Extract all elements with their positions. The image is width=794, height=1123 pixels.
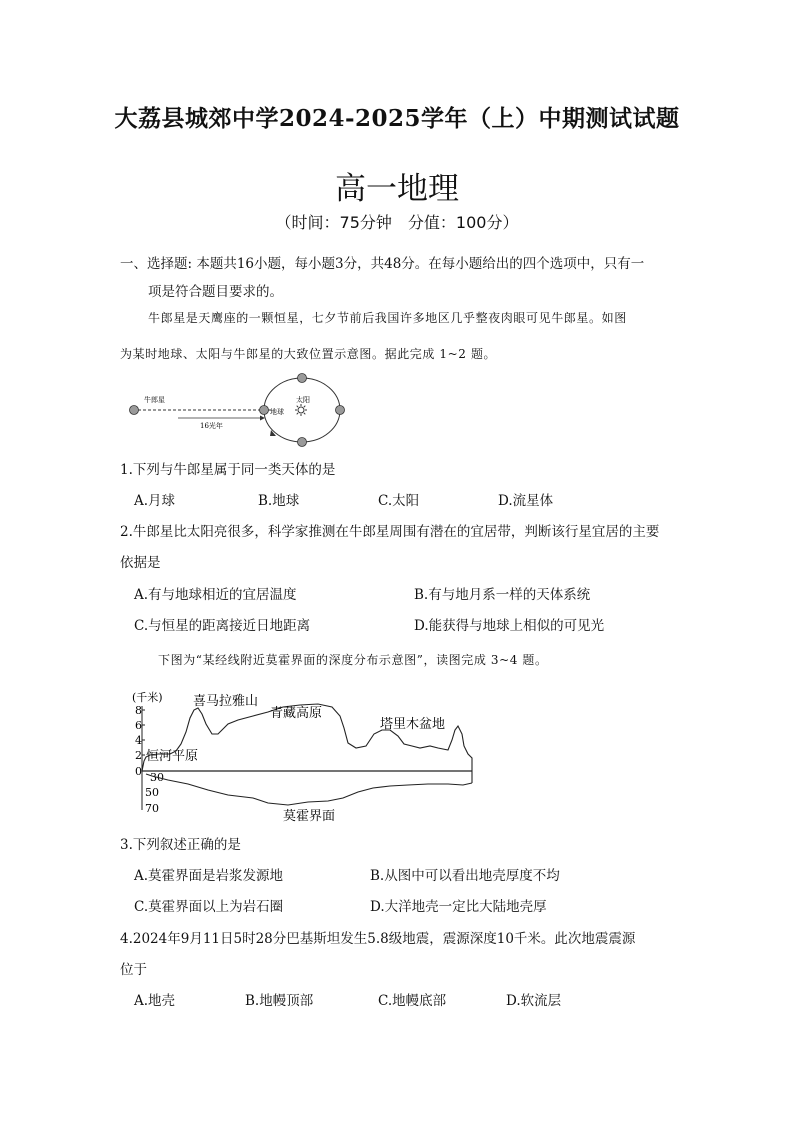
subject-title: 高一地理 bbox=[335, 171, 459, 207]
sun-icon bbox=[295, 404, 307, 416]
q3-option-c: C.莫霍界面以上为岩石圈 bbox=[134, 899, 284, 915]
y-tick-8: 8 bbox=[135, 704, 142, 717]
q1-option-d: D.流星体 bbox=[498, 493, 554, 509]
ganges-label: 恒河平原 bbox=[146, 749, 199, 764]
moho-line bbox=[146, 774, 472, 805]
q4-option-d: D.软流层 bbox=[506, 993, 562, 1009]
time-score-info: （时间：75分钟 分值：100分） bbox=[275, 213, 519, 232]
q3-option-d: D.大洋地壳一定比大陆地壳厚 bbox=[370, 899, 547, 915]
altair-star bbox=[130, 406, 139, 415]
y-tick-0: 0 bbox=[135, 765, 142, 778]
earth-label: 地球 bbox=[270, 408, 284, 416]
earth-planet bbox=[260, 406, 269, 415]
orbit-position-bottom bbox=[298, 438, 307, 447]
q1-option-b: B.地球 bbox=[258, 493, 300, 509]
q2-option-c: C.与恒星的距离接近日地距离 bbox=[134, 618, 311, 634]
question-3-stem: 3.下列叙述正确的是 bbox=[120, 837, 241, 853]
orbit-position-right bbox=[336, 406, 345, 415]
sun-label: 太阳 bbox=[296, 396, 310, 404]
plateau-label: 青藏高原 bbox=[270, 706, 323, 721]
q4-option-c: C.地幔底部 bbox=[378, 993, 447, 1009]
question-2-stem-line2: 依据是 bbox=[120, 555, 161, 571]
q2-option-a: A.有与地球相近的宜居温度 bbox=[134, 587, 297, 603]
himalaya-label: 喜马拉雅山 bbox=[193, 694, 259, 709]
moho-depth-diagram bbox=[118, 688, 478, 826]
section-instructions-line2: 项是符合题目要求的。 bbox=[148, 284, 283, 300]
moho-label: 莫霍界面 bbox=[283, 809, 336, 824]
question-2-stem-line1: 2.牛郎星比太阳亮很多，科学家推测在牛郎星周围有潜在的宜居带，判断该行星宜居的主要 bbox=[120, 524, 660, 540]
q4-option-b: B.地幔顶部 bbox=[245, 993, 314, 1009]
question-4-stem-line2: 位于 bbox=[120, 962, 147, 978]
passage-intro-line2: 为某时地球、太阳与牛郎星的大致位置示意图。据此完成 1~2 题。 bbox=[120, 347, 497, 361]
q2-option-b: B.有与地月系一样的天体系统 bbox=[414, 587, 591, 603]
y-tick-4: 4 bbox=[135, 734, 142, 747]
earth-sun-altair-diagram bbox=[120, 372, 360, 452]
tarim-label: 塔里木盆地 bbox=[380, 717, 446, 732]
y-tick-2: 2 bbox=[135, 749, 142, 762]
y-tick-30: 30 bbox=[150, 771, 164, 784]
orbit-position-top bbox=[298, 374, 307, 383]
unit-label: (千米) bbox=[132, 691, 163, 704]
star-label: 牛郎星 bbox=[144, 396, 165, 404]
y-tick-50: 50 bbox=[145, 786, 159, 799]
distance-label: 16光年 bbox=[200, 422, 223, 430]
question-1-stem: 1.下列与牛郎星属于同一类天体的是 bbox=[120, 462, 336, 478]
q1-option-c: C.太阳 bbox=[378, 493, 420, 509]
y-tick-70: 70 bbox=[145, 802, 159, 815]
q3-option-b: B.从图中可以看出地壳厚度不均 bbox=[370, 868, 560, 884]
q1-option-a: A.月球 bbox=[134, 493, 176, 509]
question-4-stem-line1: 4.2024年9月11日5时28分巴基斯坦发生5.8级地震，震源深度10千米。此次地震震源 bbox=[120, 931, 636, 947]
figure2-intro: 下图为“某经线附近莫霍界面的深度分布示意图”，读图完成 3~4 题。 bbox=[158, 653, 548, 667]
exam-title: 大荔县城郊中学2024-2025学年（上）中期测试试题 bbox=[114, 105, 680, 132]
section-instructions-line1: 一、选择题: 本题共16小题，每小题3分，共48分。在每小题给出的四个选项中，只有一 bbox=[120, 256, 645, 272]
q2-option-d: D.能获得与地球上相似的可见光 bbox=[414, 618, 605, 634]
q4-option-a: A.地壳 bbox=[134, 993, 176, 1009]
y-tick-6: 6 bbox=[135, 719, 142, 732]
q3-option-a: A.莫霍界面是岩浆发源地 bbox=[134, 868, 284, 884]
passage-intro-line1: 牛郎星是天鹰座的一颗恒星，七夕节前后我国许多地区几乎整夜肉眼可见牛郎星。如图 bbox=[148, 311, 627, 325]
